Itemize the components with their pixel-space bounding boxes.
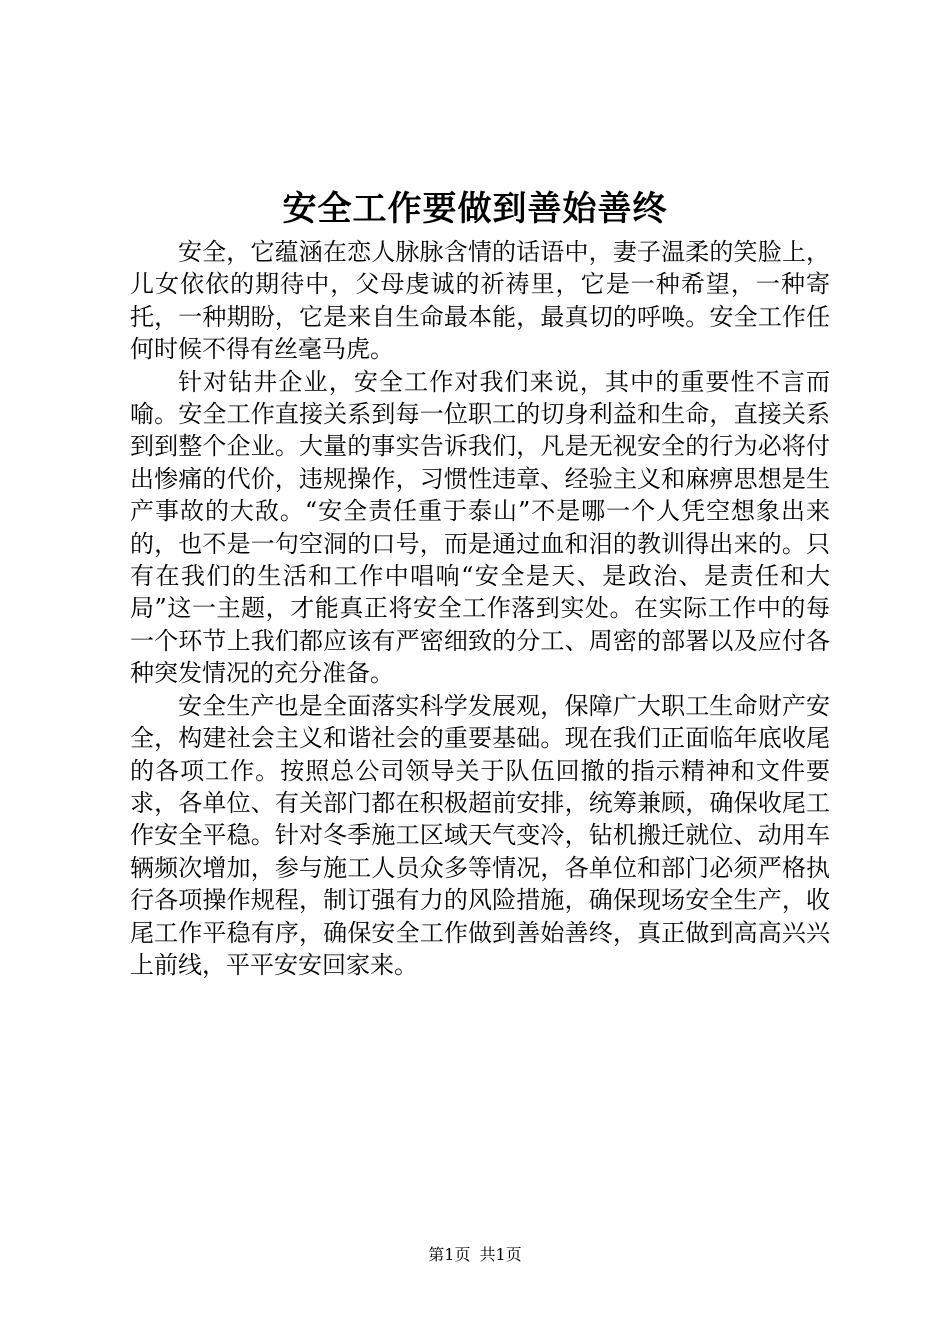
page-number: 第1页 — [428, 1245, 471, 1264]
page-footer — [0, 1244, 950, 1266]
paragraph-3: 安全生产也是全面落实科学发展观，保障广大职工生命财产安全，构建社会主义和谐社会的重要基础。现在我们正面临年底收尾的各项工作。按照总公司领导关于队伍回撤的指示精神和文件要求，各单位、有关部门都在积极超前安排，统筹兼顾，确保收尾工作安全平稳。针对冬季施工区域天气变冷，钻机搬迁就位、动用车辆频次增加，参与施工人员众多等情况，各单位和部门必须严格执行各项操作规程，制订强有力的风险措施，确保现场安全生产，收尾工作平稳有序，确保安全工作做到善始善终，真正做到高高兴兴上前线，平平安安回家来。 — [130, 691, 830, 979]
document-title: 安全工作要做到善始善终 — [282, 189, 668, 229]
paragraph-2: 针对钻井企业，安全工作对我们来说，其中的重要性不言而喻。安全工作直接关系到每一位职工的切身利益和生命，直接关系到到整个企业。大量的事实告诉我们，凡是无视安全的行为必将付出惨痛的代价，违规操作，习惯性违章、经验主义和麻痹思想是生产事故的大敌。“安全责任重于泰山”不是哪一个人凭空想象出来的，也不是一句空洞的口号，而是通过血和泪的教训得出来的。只有在我们的生活和工作中唱响“安全是天、是政治、是责任和大局”这一主题，才能真正将安全工作落到实处。在实际工作中的每一个环节上我们都应该有严密细致的分工、周密的部署以及应付各种突发情况的充分准备。 — [130, 367, 830, 688]
page-total: 共1页 — [479, 1245, 522, 1264]
paragraph-1: 安全，它蕴涵在恋人脉脉含情的话语中，妻子温柔的笑脸上，儿女依依的期待中，父母虔诚的祈祷里，它是一种希望，一种寄托，一种期盼，它是来自生命最本能，最真切的呼唤。安全工作任何时候不得有丝毫马虎。 — [130, 238, 830, 364]
document-body — [130, 236, 830, 981]
